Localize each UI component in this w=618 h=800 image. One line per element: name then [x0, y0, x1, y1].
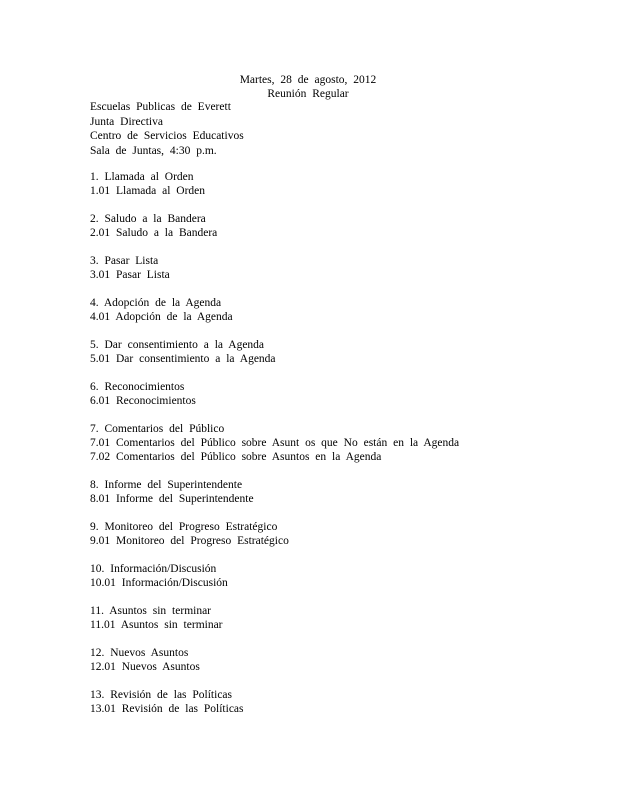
agenda-item: 3.01 Pasar Lista [90, 269, 170, 281]
meeting-date: Martes, 28 de agosto, 2012 [239, 74, 377, 86]
meeting-type: Reunión Regular [267, 88, 349, 100]
agenda-section [90, 520, 459, 548]
agenda-section [90, 688, 459, 716]
agenda-item: 4.01 Adopción de la Agenda [90, 311, 233, 323]
agenda-section-title: 9. Monitoreo del Progreso Estratégico [90, 521, 278, 533]
agenda-item: 6.01 Reconocimientos [90, 395, 196, 407]
agenda-section [90, 296, 459, 324]
agenda-item: 11.01 Asuntos sin terminar [90, 619, 223, 631]
agenda-section [90, 646, 459, 674]
agenda-section-title: 3. Pasar Lista [90, 255, 159, 267]
agenda-item: 8.01 Informe del Superintendente [90, 493, 254, 505]
agenda-section-title: 1. Llamada al Orden [90, 171, 194, 183]
organization-block [90, 100, 244, 158]
agenda-section-title: 8. Informe del Superintendente [90, 479, 243, 491]
agenda-list [90, 170, 459, 730]
agenda-section-title: 5. Dar consentimiento a la Agenda [90, 339, 265, 351]
agenda-section [90, 478, 459, 506]
agenda-section [90, 170, 459, 198]
agenda-section [90, 338, 459, 366]
agenda-item: 10.01 Información/Discusión [90, 577, 228, 589]
agenda-section-title: 7. Comentarios del Público [90, 423, 225, 435]
agenda-item: 9.01 Monitoreo del Progreso Estratégico [90, 535, 289, 547]
board-name: Junta Directiva [90, 115, 163, 128]
agenda-section-title: 12. Nuevos Asuntos [90, 647, 189, 659]
agenda-item: 5.01 Dar consentimiento a la Agenda [90, 353, 276, 365]
agenda-item: 13.01 Revisión de las Políticas [90, 703, 244, 715]
agenda-item: 7.02 Comentarios del Público sobre Asuntos en la Agenda [90, 451, 382, 463]
venue-name: Centro de Servicios Educativos [90, 130, 244, 142]
agenda-item: 12.01 Nuevos Asuntos [90, 661, 200, 673]
agenda-section-title: 10. Información/Discusión [90, 563, 217, 575]
agenda-item: 7.01 Comentarios del Público sobre Asunt os que No están en la Agenda [90, 437, 460, 449]
agenda-section [90, 604, 459, 632]
document-header [0, 73, 618, 101]
agenda-section [90, 212, 459, 240]
agenda-section [90, 380, 459, 408]
agenda-section-title: 6. Reconocimientos [90, 381, 185, 393]
agenda-section [90, 562, 459, 590]
agenda-item: 1.01 Llamada al Orden [90, 185, 206, 197]
agenda-item: 2.01 Saludo a la Bandera [90, 227, 218, 239]
agenda-section-title: 2. Saludo a la Bandera [90, 213, 206, 225]
agenda-section [90, 254, 459, 282]
district-name: Escuelas Publicas de Everett [90, 101, 231, 113]
room-and-time: Sala de Juntas, 4:30 p.m. [90, 144, 217, 157]
agenda-section-title: 13. Revisión de las Políticas [90, 689, 233, 701]
agenda-section [90, 422, 459, 464]
agenda-section-title: 4. Adopción de la Agenda [90, 297, 222, 309]
agenda-section-title: 11. Asuntos sin terminar [90, 605, 212, 617]
